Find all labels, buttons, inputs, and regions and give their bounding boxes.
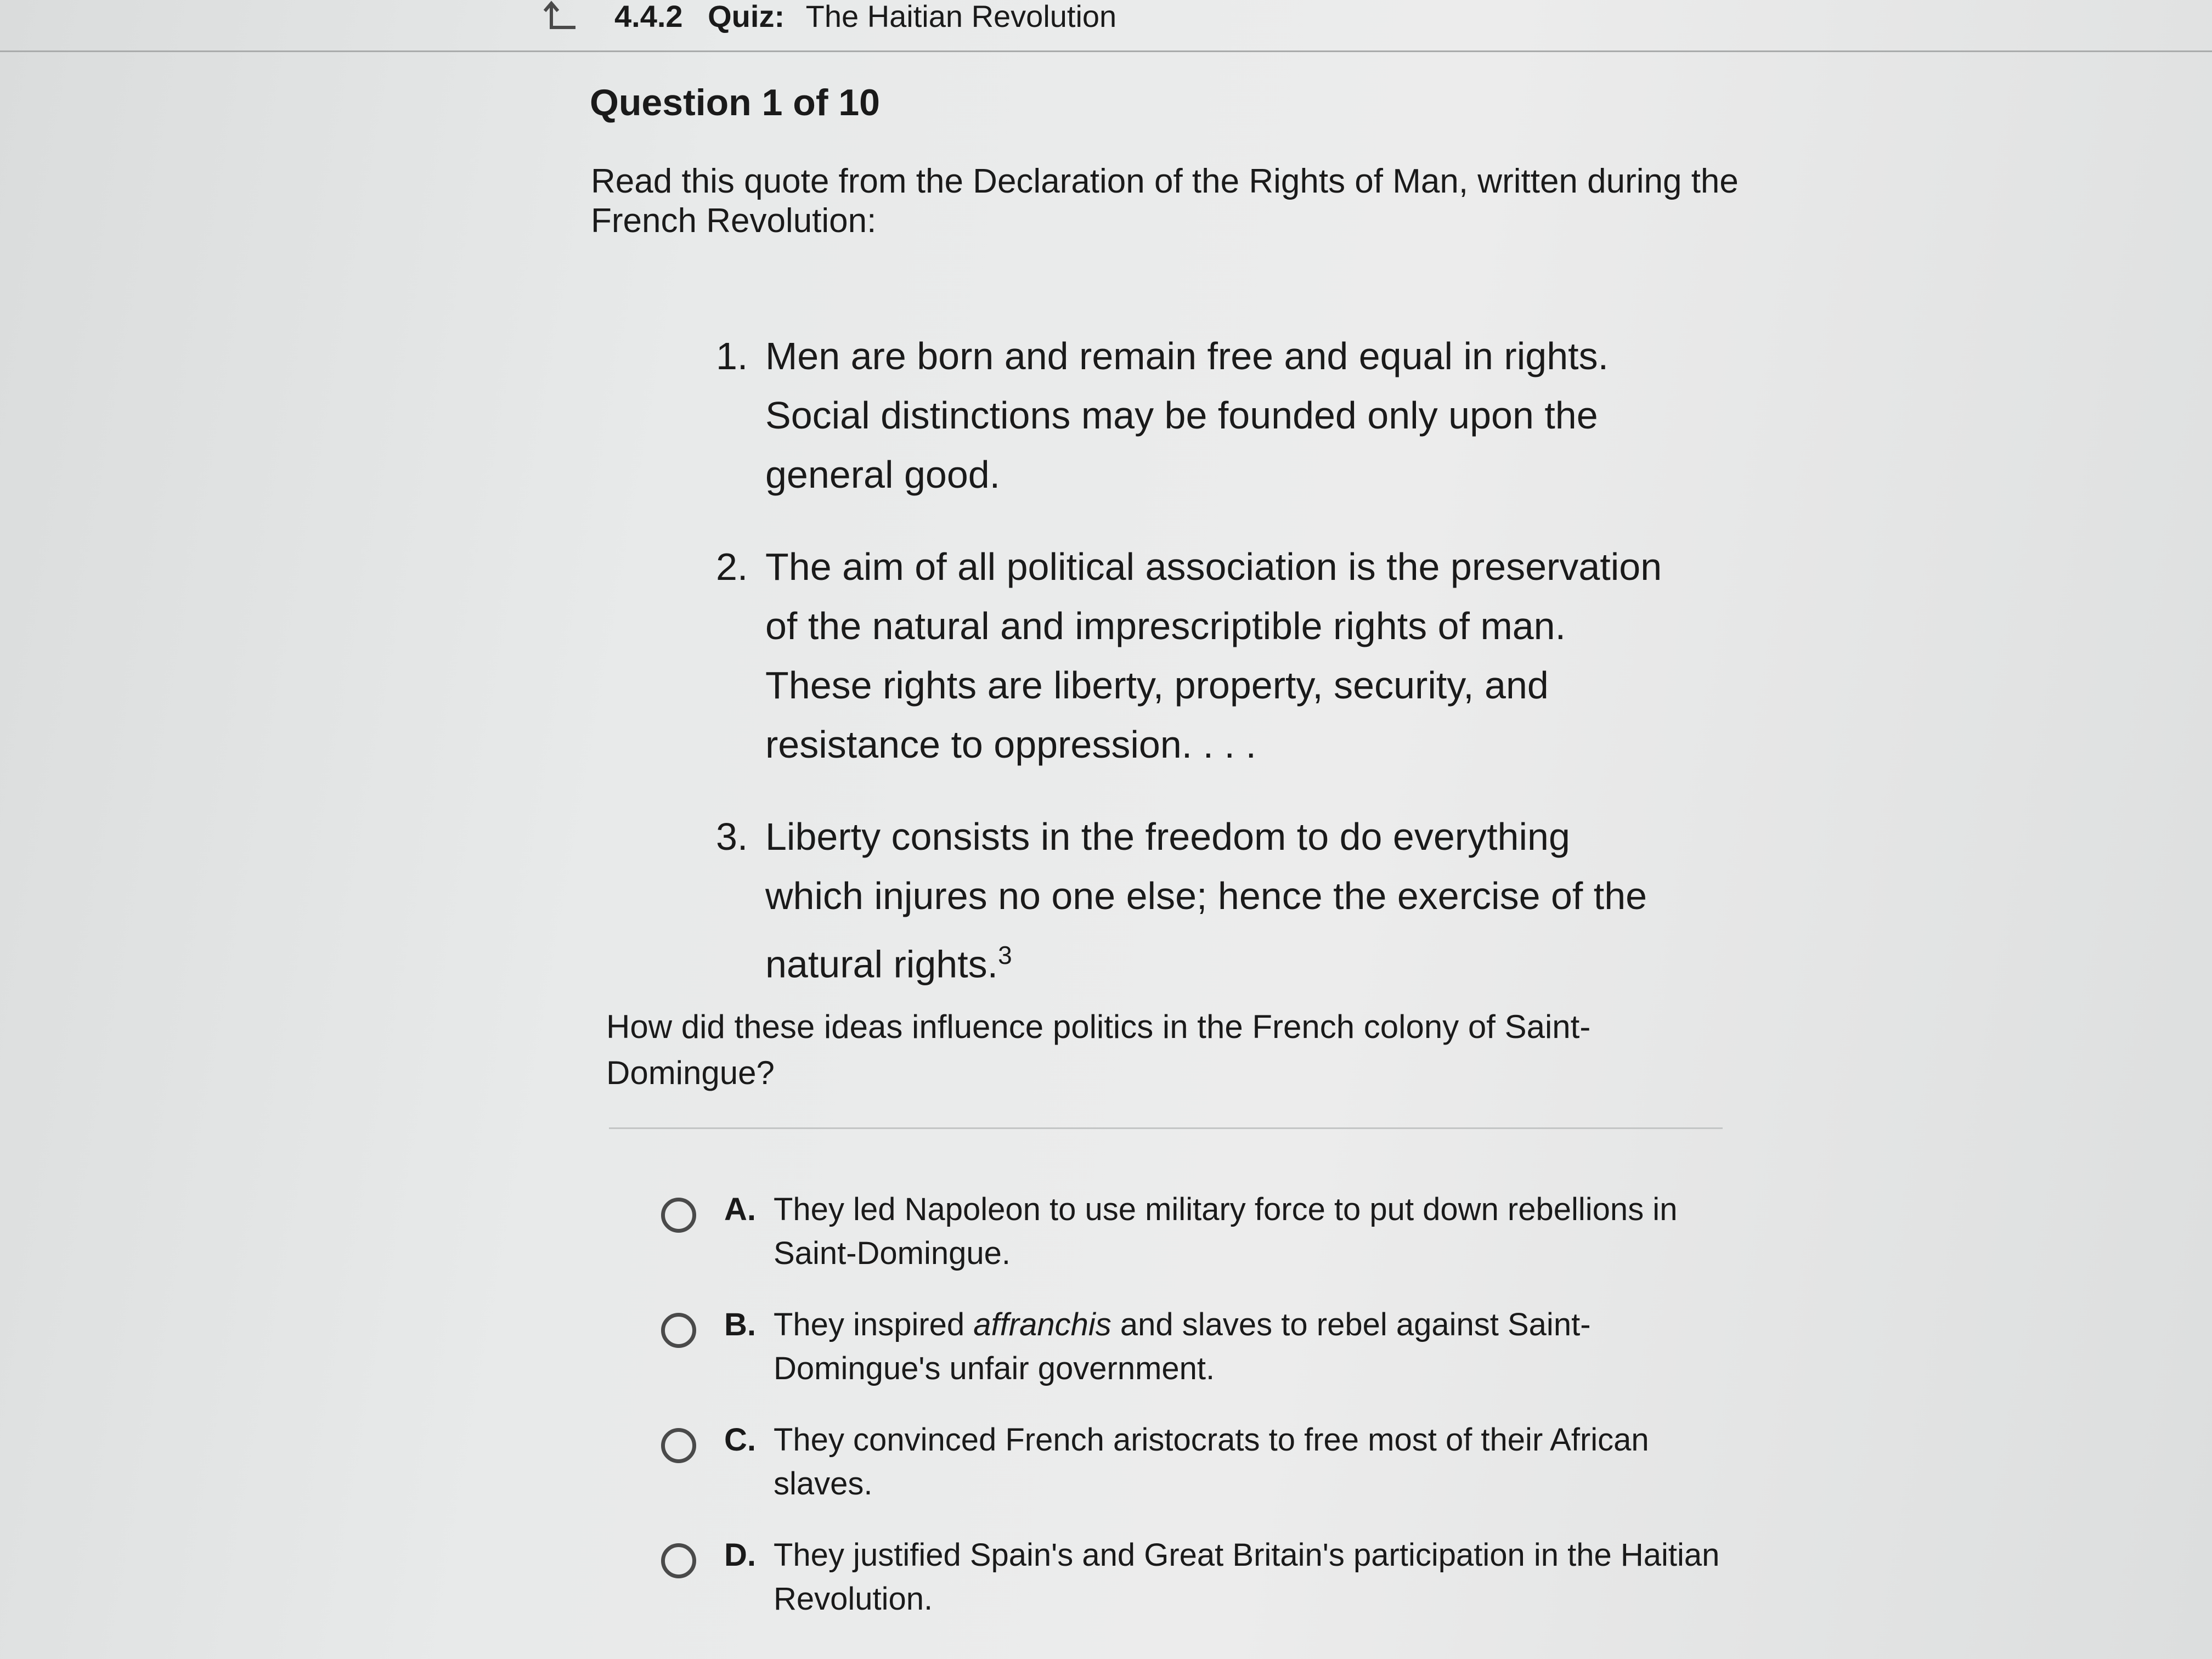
quote-text: Liberty consists in the freedom to do everything which injures no one else; hence the exercise of the natural rights. xyxy=(765,815,1647,986)
answer-options xyxy=(661,1188,1758,1649)
option-text-after: and slaves to rebel against Saint-Domingue's unfair government. xyxy=(774,1307,1591,1386)
option-text[interactable]: They justified Spain's and Great Britain's participation in the Haitian Revolution. xyxy=(774,1537,1720,1617)
option-text-before: They inspired xyxy=(774,1307,974,1342)
answer-option-b[interactable] xyxy=(661,1303,1758,1418)
quiz-title: The Haitian Revolution xyxy=(805,0,1117,33)
answer-option-c[interactable] xyxy=(661,1418,1758,1533)
option-letter: D. xyxy=(724,1537,756,1573)
question-number: Question 1 of 10 xyxy=(590,82,880,123)
return-arrow-icon[interactable] xyxy=(540,0,579,33)
option-text[interactable]: They convinced French aristocrats to free most of their African slaves. xyxy=(774,1422,1649,1502)
breadcrumb xyxy=(614,0,1116,33)
quote-text: Men are born and remain free and equal in rights. Social distinctions may be founded only upon the general good. xyxy=(765,335,1609,496)
radio-button[interactable] xyxy=(661,1313,696,1348)
quiz-number: 4.4.2 xyxy=(614,0,683,33)
quote-list xyxy=(716,326,1676,1026)
question-prompt: Read this quote from the Declaration of the Rights of Man, written during the French Revolution: xyxy=(591,162,1739,240)
option-letter: A. xyxy=(724,1192,756,1227)
footnote-marker: 3 xyxy=(998,941,1012,969)
answer-option-a[interactable] xyxy=(661,1188,1758,1303)
radio-button[interactable] xyxy=(661,1198,696,1233)
quiz-header xyxy=(0,0,2212,52)
quote-index: 1. xyxy=(716,335,748,377)
question-stem: How did these ideas influence politics in the French colony of Saint-Domingue? xyxy=(606,1008,1591,1091)
divider xyxy=(609,1127,1723,1129)
quote-index: 3. xyxy=(716,815,748,858)
quote-text: The aim of all political association is the preservation of the natural and imprescriptible rights of man. These rights are liberty, property, security, and resistance to oppression. . . . xyxy=(765,545,1662,766)
answer-option-d[interactable] xyxy=(661,1533,1758,1649)
quote-index: 2. xyxy=(716,545,748,588)
option-text-italic: affranchis xyxy=(973,1307,1111,1342)
option-text[interactable] xyxy=(774,1303,1750,1391)
quote-item xyxy=(716,807,1676,994)
quote-item xyxy=(716,326,1676,504)
radio-button[interactable] xyxy=(661,1428,696,1463)
quote-item xyxy=(716,537,1676,774)
option-letter: C. xyxy=(724,1422,756,1458)
radio-button[interactable] xyxy=(661,1543,696,1578)
quiz-kind: Quiz: xyxy=(708,0,785,33)
option-letter: B. xyxy=(724,1307,756,1342)
option-text[interactable]: They led Napoleon to use military force to put down rebellions in Saint-Domingue. xyxy=(774,1192,1678,1271)
